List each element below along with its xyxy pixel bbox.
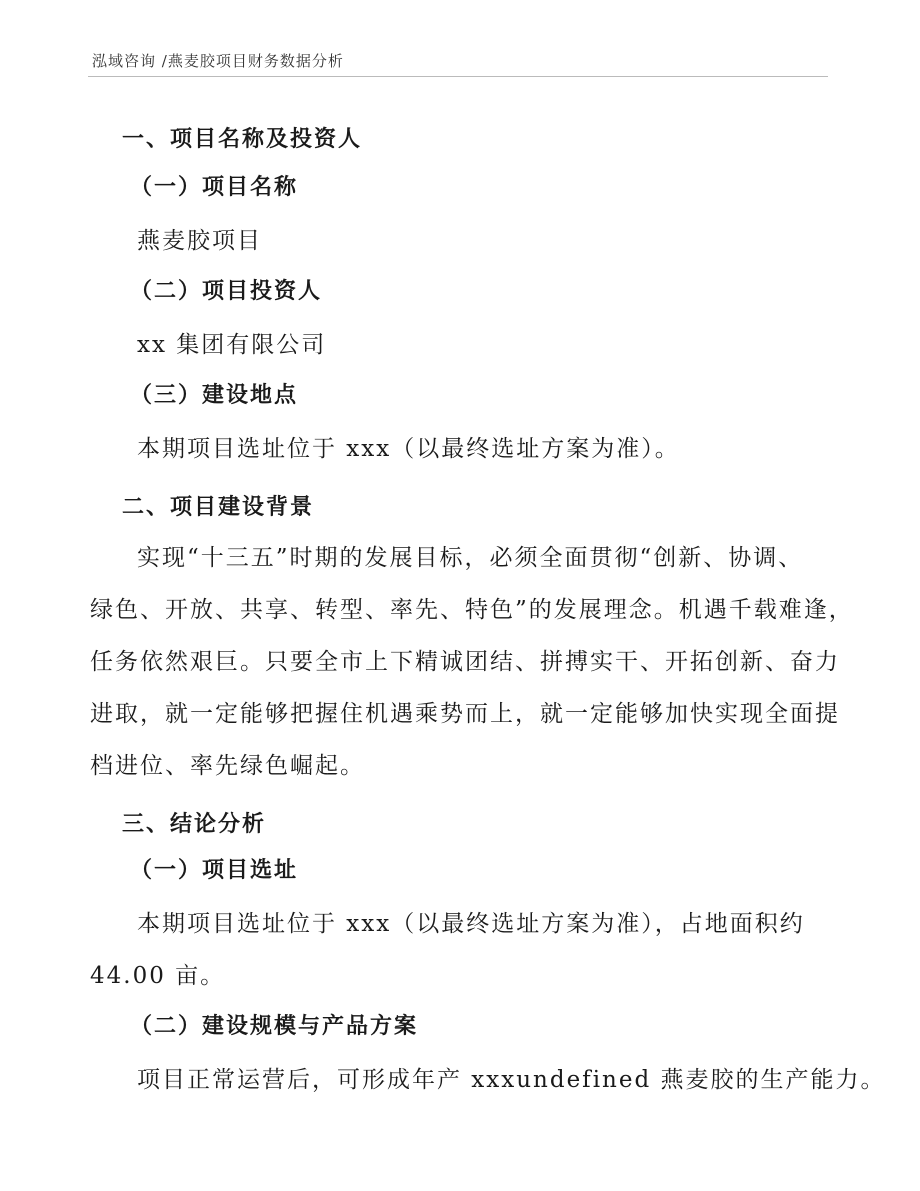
subsection-site: （一）项目选址 <box>130 857 299 883</box>
subsection-scale: （二）建设规模与产品方案 <box>130 1013 419 1039</box>
site-line-2: 44.00 亩。 <box>90 963 226 989</box>
background-line-3: 任务依然艰巨。只要全市上下精诚团结、拼搏实干、开拓创新、奋力 <box>90 649 840 675</box>
background-line-5: 档进位、率先绿色崛起。 <box>90 753 365 779</box>
subsection-investor: （二）项目投资人 <box>130 278 323 304</box>
section-2-heading: 二、项目建设背景 <box>122 494 315 520</box>
site-line-1: 本期项目选址位于 xxx（以最终选址方案为准），占地面积约 <box>137 911 805 937</box>
header-divider <box>88 76 828 77</box>
subsection-location: （三）建设地点 <box>130 382 299 408</box>
section-3-heading: 三、结论分析 <box>122 811 267 837</box>
project-name-text: 燕麦胶项目 <box>137 228 262 254</box>
subsection-project-name: （一）项目名称 <box>130 174 299 200</box>
background-line-2: 绿色、开放、共享、转型、率先、特色”的发展理念。机遇千载难逢， <box>90 597 854 623</box>
scale-text: 项目正常运营后，可形成年产 xxxundefined 燕麦胶的生产能力。 <box>137 1067 886 1093</box>
section-1-heading: 一、项目名称及投资人 <box>122 126 363 152</box>
page-header: 泓域咨询 /燕麦胶项目财务数据分析 <box>92 52 344 70</box>
investor-text: xx 集团有限公司 <box>137 332 327 358</box>
background-line-1: 实现“十三五”时期的发展目标，必须全面贯彻“创新、协调、 <box>137 545 804 571</box>
background-line-4: 进取，就一定能够把握住机遇乘势而上，就一定能够加快实现全面提 <box>90 701 840 727</box>
location-text: 本期项目选址位于 xxx（以最终选址方案为准）。 <box>137 436 680 462</box>
